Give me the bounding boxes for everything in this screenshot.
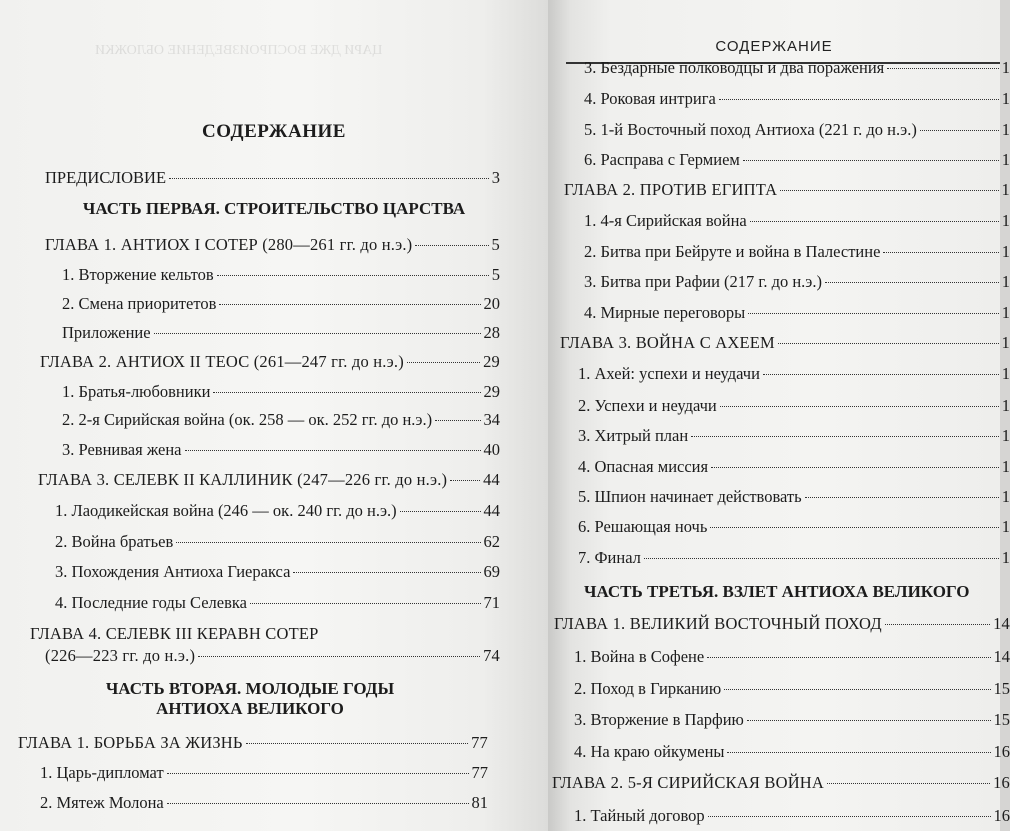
- entry-label: 4. Последние годы Селевка: [55, 593, 247, 612]
- dot-leader: [887, 68, 999, 69]
- toc-entry-section[interactable]: [62, 410, 500, 430]
- dot-leader: [176, 542, 480, 543]
- entry-label: 4. Опасная миссия: [578, 457, 709, 476]
- entry-label: 6. Решающая ночь: [578, 517, 708, 536]
- entry-page: 34: [483, 410, 500, 429]
- entry-page: 5: [491, 265, 500, 284]
- entry-label: 5. 1-й Восточный поход Антиоха (221 г. до н.э.): [584, 120, 917, 139]
- entry-page: 1: [1001, 150, 1010, 169]
- entry-label: 1. Ахей: успехи и неудачи: [578, 364, 760, 383]
- dot-leader: [407, 362, 480, 363]
- entry-page: 14: [993, 614, 1010, 633]
- dot-leader: [719, 99, 999, 100]
- entry-page: 15: [993, 679, 1010, 698]
- toc-entry-section[interactable]: [62, 294, 500, 314]
- entry-page: 14: [993, 647, 1010, 666]
- entry-page: 1: [1001, 303, 1010, 322]
- entry-label: ГЛАВА 3. ВОЙНА С АХЕЕМ: [560, 333, 775, 352]
- toc-entry-section[interactable]: [584, 211, 1010, 231]
- entry-page: 28: [483, 323, 500, 342]
- toc-title: СОДЕРЖАНИЕ: [202, 121, 346, 142]
- dot-leader: [198, 656, 480, 657]
- toc-entry-section[interactable]: [578, 364, 1010, 384]
- entry-page: 74: [483, 646, 500, 665]
- toc-entry-section[interactable]: [574, 647, 1010, 667]
- entry-label: ГЛАВА 4. СЕЛЕВК III КЕРАВН СОТЕР: [30, 624, 319, 643]
- entry-page: 77: [471, 733, 488, 752]
- part1-heading: ЧАСТЬ ПЕРВАЯ. СТРОИТЕЛЬСТВО ЦАРСТВА: [82, 199, 466, 218]
- entry-label: 1. Лаодикейская война (246 — ок. 240 гг. до н.э.): [55, 501, 397, 520]
- entry-label: 1. Братья-любовники: [62, 382, 211, 401]
- dot-leader: [720, 406, 999, 407]
- toc-entry-chapter-line1[interactable]: [30, 624, 319, 644]
- toc-entry-chapter[interactable]: [45, 235, 500, 255]
- entry-label: 2. Битва при Бейруте и война в Палестине: [584, 242, 881, 261]
- toc-entry-section[interactable]: [584, 120, 1010, 140]
- entry-label: ПРЕДИСЛОВИЕ: [45, 168, 167, 187]
- toc-entry-section[interactable]: [574, 710, 1010, 730]
- toc-entry-chapter[interactable]: [554, 614, 1010, 634]
- toc-entry-chapter[interactable]: [38, 470, 500, 490]
- toc-entry-section[interactable]: [62, 440, 500, 460]
- dot-leader: [920, 130, 999, 131]
- dot-leader: [250, 603, 481, 604]
- dot-leader: [167, 773, 469, 774]
- toc-entry-preface[interactable]: [45, 168, 500, 188]
- dot-leader: [415, 245, 488, 246]
- toc-entry-appendix[interactable]: [62, 323, 500, 343]
- dot-leader: [213, 392, 480, 393]
- toc-entry-section[interactable]: [55, 562, 500, 582]
- dot-leader: [185, 450, 481, 451]
- dot-leader: [825, 282, 999, 283]
- dot-leader: [400, 511, 481, 512]
- dot-leader: [711, 467, 999, 468]
- dot-leader: [293, 572, 480, 573]
- dot-leader: [708, 816, 991, 817]
- entry-label: 4. Роковая интрига: [584, 89, 716, 108]
- entry-page: 5: [491, 235, 500, 254]
- toc-entry-chapter[interactable]: [40, 352, 500, 372]
- entry-page: 1: [1001, 89, 1010, 108]
- mirror-show-through-text: ЦАРИ ДЖЕ ВОСПРОИЗВЕДЕНИЕ ОБЛОЖКИ: [95, 43, 383, 58]
- entry-label: ГЛАВА 3. СЕЛЕВК II КАЛЛИНИК (247—226 гг. до н.э.): [38, 470, 448, 489]
- toc-entry-section[interactable]: [40, 793, 488, 813]
- dot-leader: [883, 252, 998, 253]
- toc-entry-section[interactable]: [584, 58, 1010, 78]
- entry-label: 3. Битва при Рафии (217 г. до н.э.): [584, 272, 823, 291]
- right-page: [548, 0, 1010, 831]
- toc-entry-chapter-line2[interactable]: [45, 646, 500, 666]
- entry-label: ГЛАВА 1. АНТИОХ I СОТЕР (280—261 гг. до н.э.): [45, 235, 413, 254]
- entry-page: 1: [1001, 180, 1010, 199]
- dot-leader: [748, 313, 999, 314]
- dot-leader: [727, 752, 990, 753]
- toc-entry-section[interactable]: [584, 150, 1010, 170]
- toc-entry-section[interactable]: [584, 303, 1010, 323]
- dot-leader: [743, 160, 999, 161]
- entry-label: 1. 4-я Сирийская война: [584, 211, 747, 230]
- entry-label: 5. Шпион начинает действовать: [578, 487, 802, 506]
- entry-label: 4. На краю ойкумены: [574, 742, 725, 761]
- entry-page: 16: [993, 806, 1010, 825]
- toc-entry-section[interactable]: [584, 89, 1010, 109]
- entry-label: 1. Царь-дипломат: [40, 763, 164, 782]
- entry-label: 3. Ревнивая жена: [62, 440, 182, 459]
- dot-leader: [450, 480, 480, 481]
- toc-entry-section[interactable]: [578, 517, 1010, 537]
- entry-page: 1: [1001, 211, 1010, 230]
- entry-label: 1. Вторжение кельтов: [62, 265, 214, 284]
- dot-leader: [778, 343, 999, 344]
- entry-label: (226—223 гг. до н.э.): [45, 646, 196, 665]
- entry-page: 1: [1001, 120, 1010, 139]
- toc-entry-section[interactable]: [574, 806, 1010, 826]
- toc-entry-section[interactable]: [55, 501, 500, 521]
- entry-page: 1: [1001, 272, 1010, 291]
- part2-heading-line1: ЧАСТЬ ВТОРАЯ. МОЛОДЫЕ ГОДЫ: [105, 679, 395, 698]
- toc-entry-section[interactable]: [574, 679, 1010, 699]
- toc-entry-section[interactable]: [578, 426, 1010, 446]
- toc-entry-section[interactable]: [574, 742, 1010, 762]
- entry-page: 16: [993, 773, 1010, 792]
- entry-label: 3. Хитрый план: [578, 426, 689, 445]
- entry-label: 2. Мятеж Молона: [40, 793, 164, 812]
- toc-entry-section[interactable]: [55, 593, 500, 613]
- entry-page: 1: [1001, 487, 1010, 506]
- dot-leader: [724, 689, 990, 690]
- entry-page: 81: [471, 793, 488, 812]
- dot-leader: [691, 436, 999, 437]
- dot-leader: [763, 374, 999, 375]
- entry-label: 3. Бездарные полководцы и два поражения: [584, 58, 885, 77]
- entry-label: 2. Смена приоритетов: [62, 294, 217, 313]
- toc-entry-section[interactable]: [584, 272, 1010, 292]
- entry-label: ГЛАВА 2. 5-Я СИРИЙСКАЯ ВОЙНА: [552, 773, 825, 792]
- entry-page: 1: [1001, 364, 1010, 383]
- entry-page: 44: [483, 470, 500, 489]
- dot-leader: [167, 803, 469, 804]
- dot-leader: [805, 497, 999, 498]
- entry-page: 44: [483, 501, 500, 520]
- entry-page: 71: [483, 593, 500, 612]
- entry-page: 1: [1001, 517, 1010, 536]
- entry-page: 1: [1001, 426, 1010, 445]
- entry-page: 1: [1001, 548, 1010, 567]
- toc-entry-section[interactable]: [578, 548, 1010, 568]
- toc-entry-section[interactable]: [62, 382, 500, 402]
- dot-leader: [219, 304, 480, 305]
- entry-page: 15: [993, 710, 1010, 729]
- entry-label: 7. Финал: [578, 548, 641, 567]
- entry-label: Приложение: [62, 323, 151, 342]
- dot-leader: [747, 720, 991, 721]
- entry-page: 69: [483, 562, 500, 581]
- entry-page: 20: [483, 294, 500, 313]
- entry-page: 29: [483, 382, 500, 401]
- entry-label: ГЛАВА 1. БОРЬБА ЗА ЖИЗНЬ: [18, 733, 243, 752]
- entry-label: ГЛАВА 1. ВЕЛИКИЙ ВОСТОЧНЫЙ ПОХОД: [554, 614, 882, 633]
- toc-entry-chapter[interactable]: [18, 733, 488, 753]
- dot-leader: [644, 558, 999, 559]
- entry-page: 77: [471, 763, 488, 782]
- entry-page: 1: [1001, 242, 1010, 261]
- entry-label: 1. Тайный договор: [574, 806, 705, 825]
- entry-page: 3: [491, 168, 500, 187]
- toc-entry-chapter[interactable]: [560, 333, 1010, 353]
- entry-page: 40: [483, 440, 500, 459]
- dot-leader: [217, 275, 489, 276]
- entry-label: ГЛАВА 2. АНТИОХ II ТЕОС (261—247 гг. до н.э.): [40, 352, 404, 371]
- entry-label: ГЛАВА 2. ПРОТИВ ЕГИПТА: [564, 180, 778, 199]
- entry-label: 2. Война братьев: [55, 532, 174, 551]
- part2-heading-line2: АНТИОХА ВЕЛИКОГО: [156, 699, 344, 718]
- toc-entry-chapter[interactable]: [552, 773, 1010, 793]
- dot-leader: [435, 420, 480, 421]
- entry-label: 3. Похождения Антиоха Гиеракса: [55, 562, 291, 581]
- toc-entry-section[interactable]: [578, 487, 1010, 507]
- entry-label: 1. Война в Софене: [574, 647, 705, 666]
- dot-leader: [885, 624, 990, 625]
- entry-page: 1: [1001, 333, 1010, 352]
- toc-entry-section[interactable]: [55, 532, 500, 552]
- entry-label: 3. Вторжение в Парфию: [574, 710, 744, 729]
- entry-page: 16: [993, 742, 1010, 761]
- toc-entry-section[interactable]: [578, 396, 1010, 416]
- entry-label: 4. Мирные переговоры: [584, 303, 746, 322]
- dot-leader: [246, 743, 468, 744]
- toc-entry-section[interactable]: [40, 763, 488, 783]
- entry-page: 1: [1001, 396, 1010, 415]
- toc-entry-section[interactable]: [62, 265, 500, 285]
- entry-label: 2. 2-я Сирийская война (ок. 258 — ок. 252 гг. до н.э.): [62, 410, 433, 429]
- dot-leader: [707, 657, 990, 658]
- entry-page: 29: [483, 352, 500, 371]
- running-head: СОДЕРЖАНИЕ: [715, 38, 833, 55]
- part3-heading: ЧАСТЬ ТРЕТЬЯ. ВЗЛЕТ АНТИОХА ВЕЛИКОГО: [584, 582, 970, 601]
- toc-entry-chapter[interactable]: [564, 180, 1010, 200]
- dot-leader: [154, 333, 481, 334]
- entry-page: 1: [1001, 457, 1010, 476]
- dot-leader: [169, 178, 489, 179]
- dot-leader: [750, 221, 999, 222]
- entry-page: 62: [483, 532, 500, 551]
- entry-label: 2. Успехи и неудачи: [578, 396, 717, 415]
- dot-leader: [710, 527, 998, 528]
- entry-label: 2. Поход в Гирканию: [574, 679, 722, 698]
- entry-page: 1: [1001, 58, 1010, 77]
- entry-label: 6. Расправа с Гермием: [584, 150, 740, 169]
- dot-leader: [780, 190, 998, 191]
- toc-entry-section[interactable]: [578, 457, 1010, 477]
- toc-entry-section[interactable]: [584, 242, 1010, 262]
- dot-leader: [827, 783, 990, 784]
